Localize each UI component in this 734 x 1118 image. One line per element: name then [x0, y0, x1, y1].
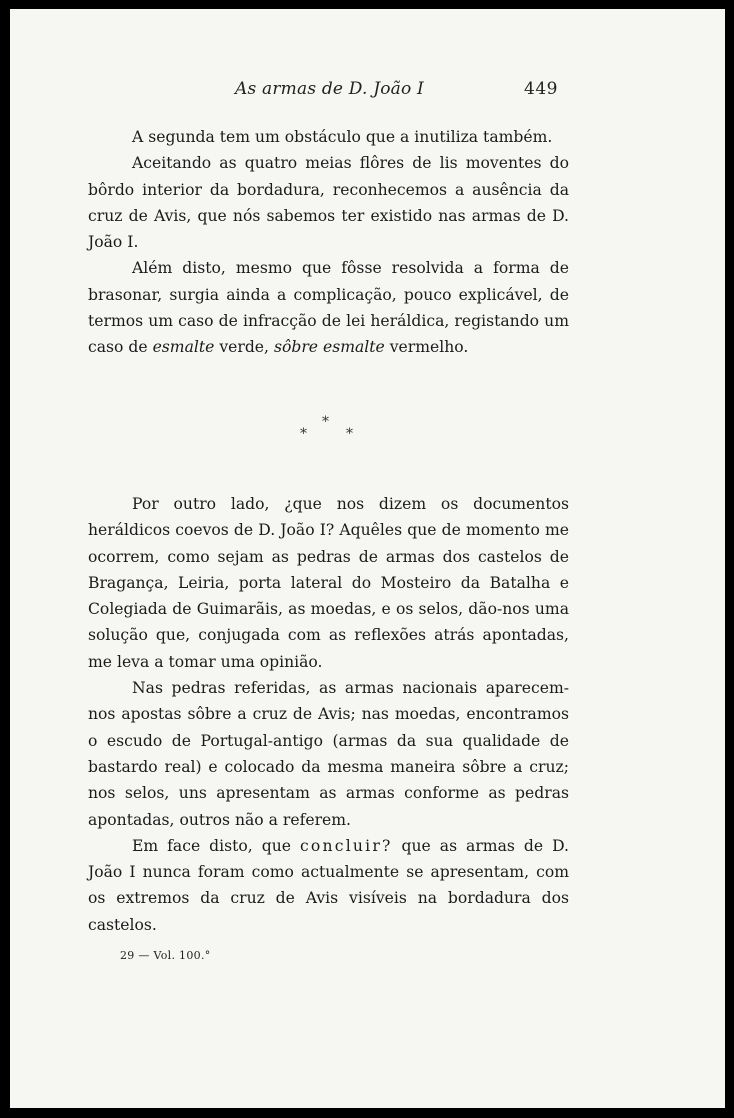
paragraph — [88, 255, 569, 360]
emphasis-text: sôbre esmalte — [273, 338, 385, 357]
asterism-divider — [300, 414, 370, 444]
asterisk: * — [322, 414, 329, 430]
paragraph-text: verde, — [219, 338, 269, 357]
asterisk: * — [346, 426, 353, 442]
emphasis-text: esmalte — [152, 338, 215, 357]
spaced-word: concluir? — [300, 836, 393, 855]
paragraph — [88, 833, 569, 938]
paragraph: Nas pedras referidas, as armas nacionais aparecem-nos apostas sôbre a cruz de Avis; nas moedas, encontramos o escudo de Portugal-antigo (armas da sua qualidade de bastardo real) e colocado da mesma maneira sôbre a cruz; nos selos, uns apresentam as armas conforme as pedras apontadas, outros não a referem. — [88, 679, 569, 829]
paragraph: A segunda tem um obstáculo que a inutiliza também. — [132, 128, 553, 146]
asterisk: * — [300, 426, 307, 442]
page-header — [10, 79, 725, 103]
paragraph-text: Em face disto, que — [132, 836, 291, 855]
printer-signature: 29 — Vol. 100.° — [120, 949, 211, 962]
paragraph: Aceitando as quatro meias flôres de lis moventes do bôrdo interior da bordadura, reconhecemos a ausência da cruz de Avis, que nós sabemos ter existido nas armas de D. João I. — [88, 154, 569, 252]
page-number: 449 — [524, 79, 558, 99]
book-page — [10, 9, 725, 1108]
text-block-2 — [88, 491, 569, 938]
running-title: As armas de D. João I — [235, 79, 424, 99]
paragraph-text: vermelho. — [389, 338, 469, 357]
text-block-1 — [88, 124, 569, 361]
paragraph-text: Além disto, mesmo que fôsse resolvida a forma de brasonar, surgia ainda a complicação, pouco explicável, de termos um caso de infracção de lei heráldica, registando um caso de — [88, 259, 569, 357]
paragraph: Por outro lado, ¿que nos dizem os documentos heráldicos coevos de D. João I? Aquêles que de momento me ocorrem, como sejam as pedras de armas dos castelos de Bragança, Leiria, porta lateral do Mosteiro da Batalha e Colegiada de Guimarãis, as moedas, e os selos, dão-nos uma solução que, conjugada com as reflexões atrás apontadas, me leva a tomar uma opinião. — [88, 495, 569, 671]
paragraph-text: que as armas de D. João I nunca foram como actualmente se apresentam, com os extremos da cruz de Avis visíveis na bordadura dos castelos. — [88, 836, 569, 934]
